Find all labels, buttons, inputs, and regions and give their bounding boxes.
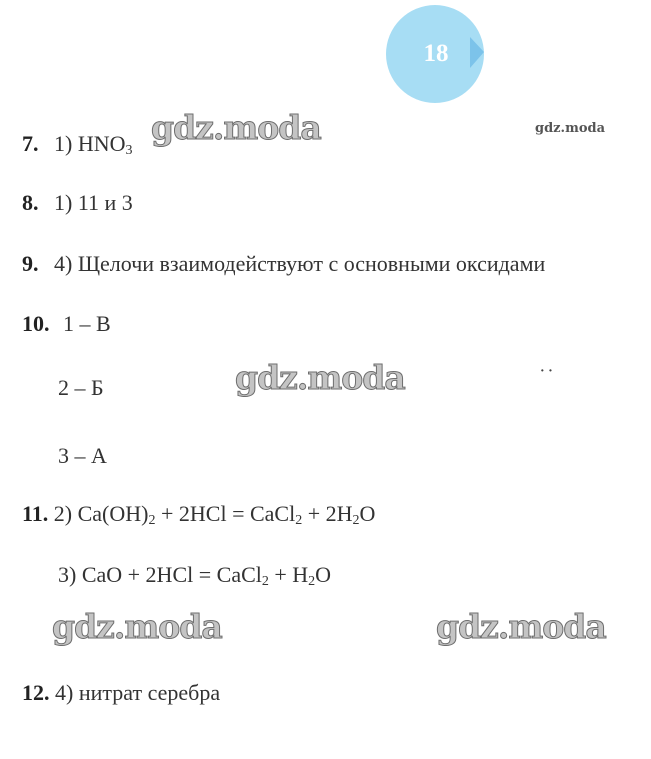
equation: 2) $Ca(OH)_2 + 2HCl$ = CaCl$_2$ + $2H_2O$ [53, 501, 376, 528]
answer-item-9 [22, 251, 545, 277]
answer-subline: 3 – А [58, 443, 107, 468]
answer-item-11 [22, 501, 375, 527]
answer-text: 1) 11 и 3 [54, 190, 133, 215]
answer-text: 4) Щелочи взаимодействуют с основными оксидами [54, 251, 546, 276]
watermark-text: gdz.moda [235, 358, 405, 397]
equation: 3) CaO + 2HCl = CaCl$_2$ + $H_2O$ [58, 562, 332, 589]
answer-item-12 [22, 680, 220, 706]
answer-item-8 [22, 190, 133, 216]
answer-item-10 [22, 311, 111, 337]
decorative-dots: · · [540, 364, 553, 379]
item-number: 8. [22, 190, 39, 215]
answer-text: 1) $HNO_3$ [54, 131, 133, 158]
item-number: 11. [22, 501, 49, 526]
item-number: 7. [22, 131, 39, 156]
page-number: 18 [423, 40, 449, 67]
item-number: 12. [22, 680, 50, 705]
watermark-text: gdz.moda [151, 108, 321, 147]
watermark-text: gdz.moda [436, 607, 606, 646]
answer-subline: 2 – Б [58, 375, 104, 400]
item-number: 9. [22, 251, 39, 276]
watermark-text: gdz.moda [52, 607, 222, 646]
answer-item-7 [22, 131, 133, 157]
answer-text: 1 – В [63, 311, 111, 336]
watermark-text-small: gdz.moda [535, 121, 606, 136]
page-number-badge [386, 5, 484, 103]
answer-text: 4) нитрат серебра [55, 680, 221, 705]
item-number: 10. [22, 311, 50, 336]
